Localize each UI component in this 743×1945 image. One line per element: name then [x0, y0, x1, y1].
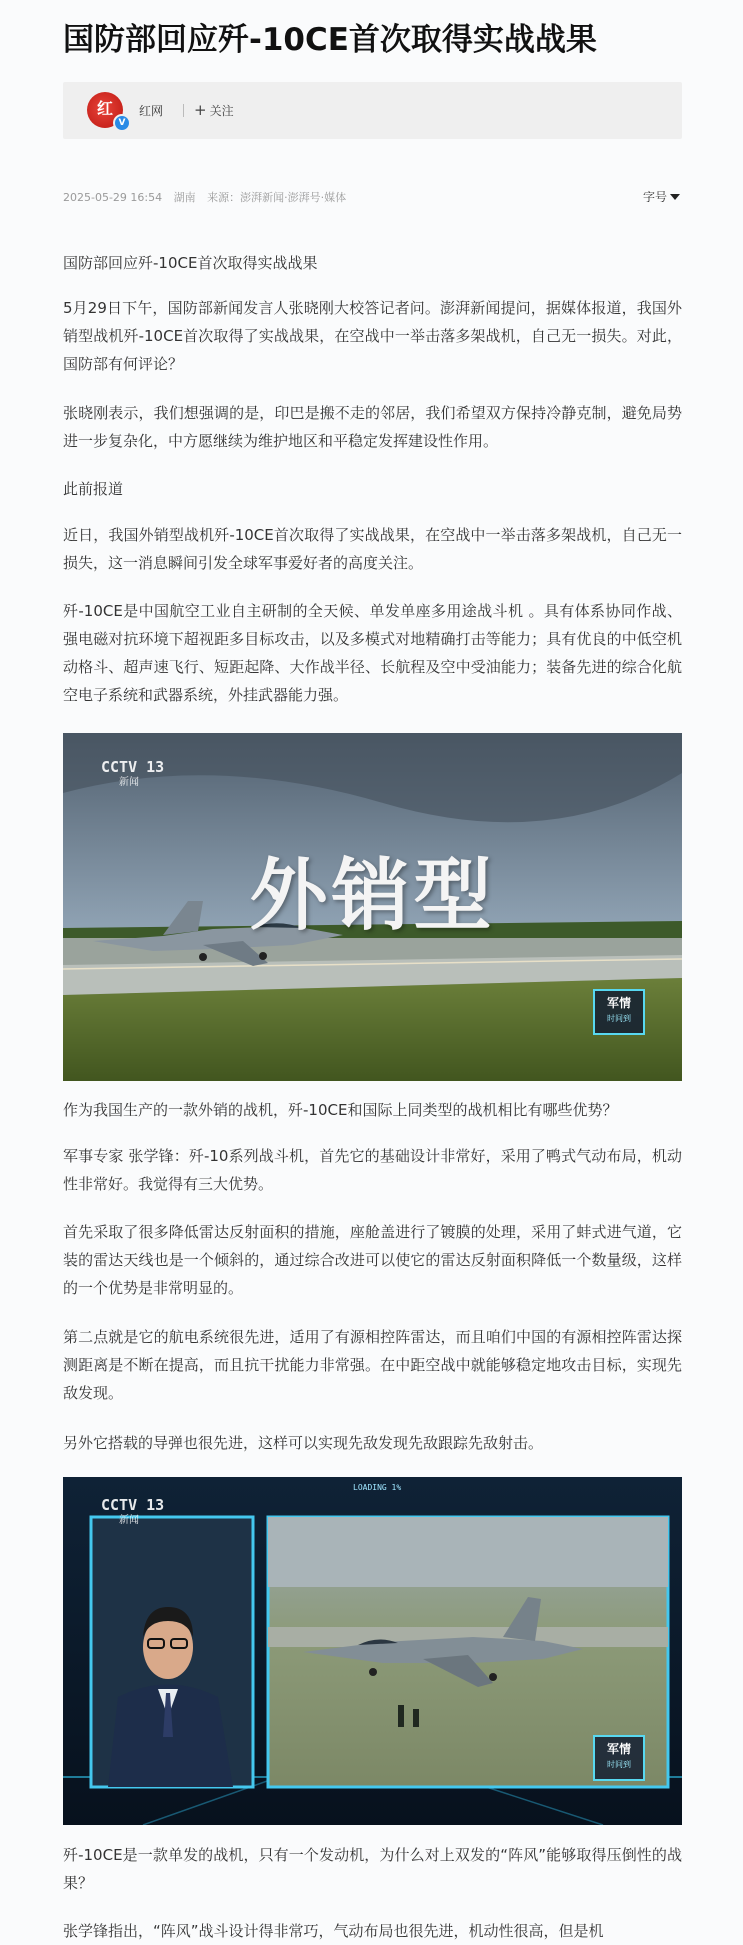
paragraph: 首先采取了很多降低雷达反射面积的措施，座舱盖进行了镀膜的处理，采用了蚌式进气道，它装的雷达天线也是一个倾斜的，通过综合改进可以使它的雷达反射面积降低一个数量级，这样的一个优势是非常明显的。: [63, 1223, 682, 1297]
paragraph: 张晓刚表示，我们想强调的是，印巴是搬不走的邻居，我们希望双方保持冷静克制，避免局势进一步复杂化，中方愿继续为维护地区和平稳定发挥建设性作用。: [63, 404, 682, 450]
verified-icon: V: [113, 114, 131, 132]
author-name[interactable]: 红网: [139, 104, 164, 118]
paragraph: 第二点就是它的航电系统很先进，适用了有源相控阵雷达，而且咱们中国的有源相控阵雷达探测距离是不断在提高，而且抗干扰能力非常强。在中距空战中就能够稳定地攻击目标，实现先敌发现。: [63, 1328, 682, 1402]
plus-icon: +: [194, 101, 207, 119]
paragraph: 5月29日下午，国防部新闻发言人张晓刚大校答记者问。澎湃新闻提问，据媒体报道，我国外销型战机歼-10CE首次取得了实战战果，在空战中一举击落多架战机，自己无一损失。对此，国防部有何评论？: [63, 299, 682, 373]
program-badge: [593, 1735, 645, 1781]
paragraph: 近日，我国外销型战机歼-10CE首次取得了实战战果，在空战中一举击落多架战机，自己无一损失，这一消息瞬间引发全球军事爱好者的高度关注。: [63, 526, 682, 572]
paragraph: 作为我国生产的一款外销的战机，歼-10CE和国际上同类型的战机相比有哪些优势？: [63, 1101, 618, 1119]
channel-sub: 新闻: [119, 777, 139, 788]
paragraph: 歼-10CE是一款单发的战机，只有一个发动机，为什么对上双发的“阵风”能够取得压倒性的战果？: [63, 1846, 682, 1892]
follow-label: 关注: [209, 104, 234, 118]
image-overlay-title: 外销型: [249, 851, 496, 941]
region-tag: 湖南: [173, 191, 196, 204]
cctv-logo: [101, 759, 164, 791]
font-size-button[interactable]: [643, 188, 680, 205]
author-bar: [63, 82, 682, 139]
loading-indicator: LOADING 1%: [353, 1483, 402, 1492]
font-size-label: 字号: [642, 190, 667, 204]
cctv-logo: [101, 1497, 164, 1529]
paragraph: 此前报道: [63, 480, 124, 498]
article-title: 国防部回应歼-10CE首次取得实战战果: [63, 22, 597, 58]
badge-sub: 时间到: [607, 1014, 631, 1023]
channel-logo: CCTV 13: [101, 1496, 165, 1514]
badge-title: 军情: [606, 996, 631, 1010]
article-image-jet-runway[interactable]: [63, 733, 682, 1081]
paragraph: 另外它搭载的导弹也很先进，这样可以实现先敌发现先敌跟踪先敌射击。: [63, 1434, 544, 1452]
badge-title: 军情: [606, 1742, 631, 1756]
article-meta: [63, 189, 346, 205]
paragraph: 国防部回应歼-10CE首次取得实战战果: [63, 254, 318, 272]
channel-logo: CCTV 13: [101, 758, 165, 776]
follow-button[interactable]: [194, 101, 234, 119]
channel-sub: 新闻: [119, 1515, 139, 1526]
publish-date: 2025-05-29 16:54: [63, 191, 163, 204]
source-text: 来源：澎湃新闻·澎湃号·媒体: [207, 191, 347, 204]
paragraph: 军事专家 张学锋：歼-10系列战斗机，首先它的基础设计非常好，采用了鸭式气动布局，机动性非常好。我觉得有三大优势。: [63, 1147, 682, 1193]
program-badge: [593, 989, 645, 1035]
article-image-expert-interview[interactable]: [63, 1477, 682, 1825]
author-avatar[interactable]: 红: [87, 92, 123, 128]
expert-interview-illustration: [63, 1477, 682, 1825]
caret-down-icon: [670, 194, 680, 200]
author-divider: [183, 104, 184, 117]
paragraph: 歼-10CE是中国航空工业自主研制的全天候、单发单座多用途战斗机 。具有体系协同作战、强电磁对抗环境下超视距多目标攻击，以及多模式对地精确打击等能力；具有优良的中低空机动格斗、超声速飞行、短距起降、大作战半径、长航程及空中受油能力；装备先进的综合化航空电子系统和武器系统，外挂武器能力强。: [63, 602, 682, 704]
paragraph: 张学锋指出，“阵风”战斗设计得非常巧，气动布局也很先进，机动性很高，但是机: [63, 1922, 604, 1940]
badge-sub: 时间到: [607, 1760, 631, 1769]
